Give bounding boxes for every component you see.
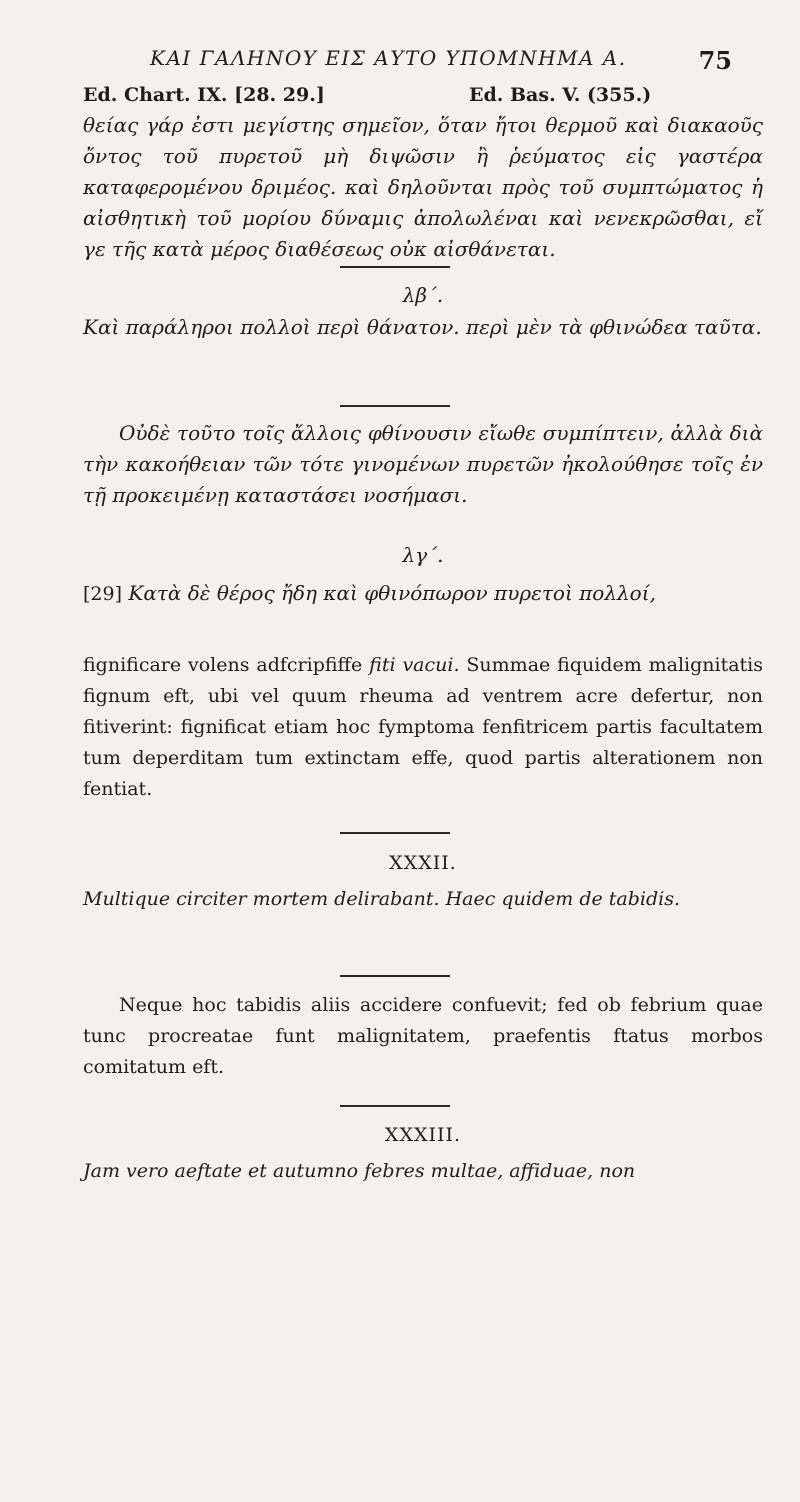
- latin-aphorism-text: Multique circiter mortem delirabant. Haec quidem de tabidis.: [83, 888, 681, 910]
- edition-basel-reference: Ed. Bas. V. (355.): [469, 84, 652, 106]
- section-divider: [340, 975, 450, 977]
- latin-passage-start: fignificare volens adfcripfiffe: [83, 654, 370, 676]
- section-divider: [340, 405, 450, 407]
- greek-commentary-text: Οὐδὲ τοῦτο τοῖς ἄλλοις φθίνουσιν εἴωθε συμπίπτειν, ἀλλὰ διὰ τὴν κακοήθειαν τῶν τότε γινομένων πυρετῶν ἠκολούθησε τοῖς ἐν τῇ προκειμένῃ καταστάσει νοσήμασι.: [83, 421, 763, 507]
- page-number: 75: [698, 46, 732, 75]
- greek-passage: θείας γάρ ἐστι μεγίστης σημεῖον, ὅταν ἤτοι θερμοῦ καὶ διακαοῦς ὄντος τοῦ πυρετοῦ μὴ διψῶσιν ἢ ῥεύματος εἰς γαστέρα καταφερομένου δριμέος. καὶ δηλοῦνται πρὸς τοῦ συμπτώματος ἡ αἰσθητικὴ τοῦ μορίου δύναμις ἀπολωλέναι καὶ νενεκρῶσθαι, εἴ γε τῆς κατὰ μέρος διαθέσεως οὐκ αἰσθάνεται.: [83, 113, 763, 261]
- running-title: ΚΑΙ ΓΑΛΗΝΟΥ ΕΙΣ ΑΥΤΟ ΥΠΟΜΝΗΜΑ Α.: [150, 46, 627, 70]
- section-divider: [340, 266, 450, 268]
- latin-section-number-33: XXXIII.: [384, 1124, 462, 1146]
- latin-aphorism-33: [83, 1156, 763, 1187]
- latin-passage-end: Summae fiquidem malignitatis fignum eft, ubi vel quum rheuma ad ventrem acre defertur, non fitiverint: fignificat etiam hoc fymptoma fenfitricem partis facultatem tum deperditam tum extinctam effe, quod partis alterationem non fentiat.: [83, 654, 764, 800]
- section-divider: [340, 832, 450, 834]
- latin-section-number-32: XXXII.: [389, 852, 457, 874]
- latin-passage: [83, 650, 763, 805]
- latin-commentary-32: [83, 990, 763, 1083]
- greek-commentary-32: [83, 418, 763, 511]
- latin-aphorism-32: [83, 884, 763, 915]
- page-marker: [29]: [83, 583, 123, 605]
- greek-aphorism-33: [83, 578, 763, 610]
- latin-translation-continuation: [83, 650, 763, 805]
- greek-aphorism-32: [83, 312, 763, 343]
- section-divider: [340, 1105, 450, 1107]
- greek-aphorism-text: Καὶ παράληροι πολλοὶ περὶ θάνατον. περὶ μὲν τὰ φθινώδεα ταῦτα.: [83, 315, 762, 339]
- greek-aphorism-text: Κατὰ δὲ θέρος ἤδη καὶ φθινόπωρον πυρετοὶ πολλοί,: [128, 581, 656, 605]
- greek-commentary-continuation: [83, 110, 763, 265]
- edition-chart-reference: Ed. Chart. IX. [28. 29.]: [83, 84, 325, 106]
- greek-section-number-32: λβ΄.: [402, 283, 444, 307]
- latin-commentary-text: Neque hoc tabidis aliis accidere confuevit; fed ob febrium quae tunc procreatae funt malignitatem, praefentis ftatus morbos comitatum eft.: [83, 994, 763, 1078]
- latin-italic-phrase: fiti vacui.: [369, 654, 460, 676]
- latin-aphorism-text: Jam vero aeftate et autumno febres multae, affiduae, non: [83, 1160, 636, 1182]
- greek-section-number-33: λγ΄.: [402, 543, 444, 567]
